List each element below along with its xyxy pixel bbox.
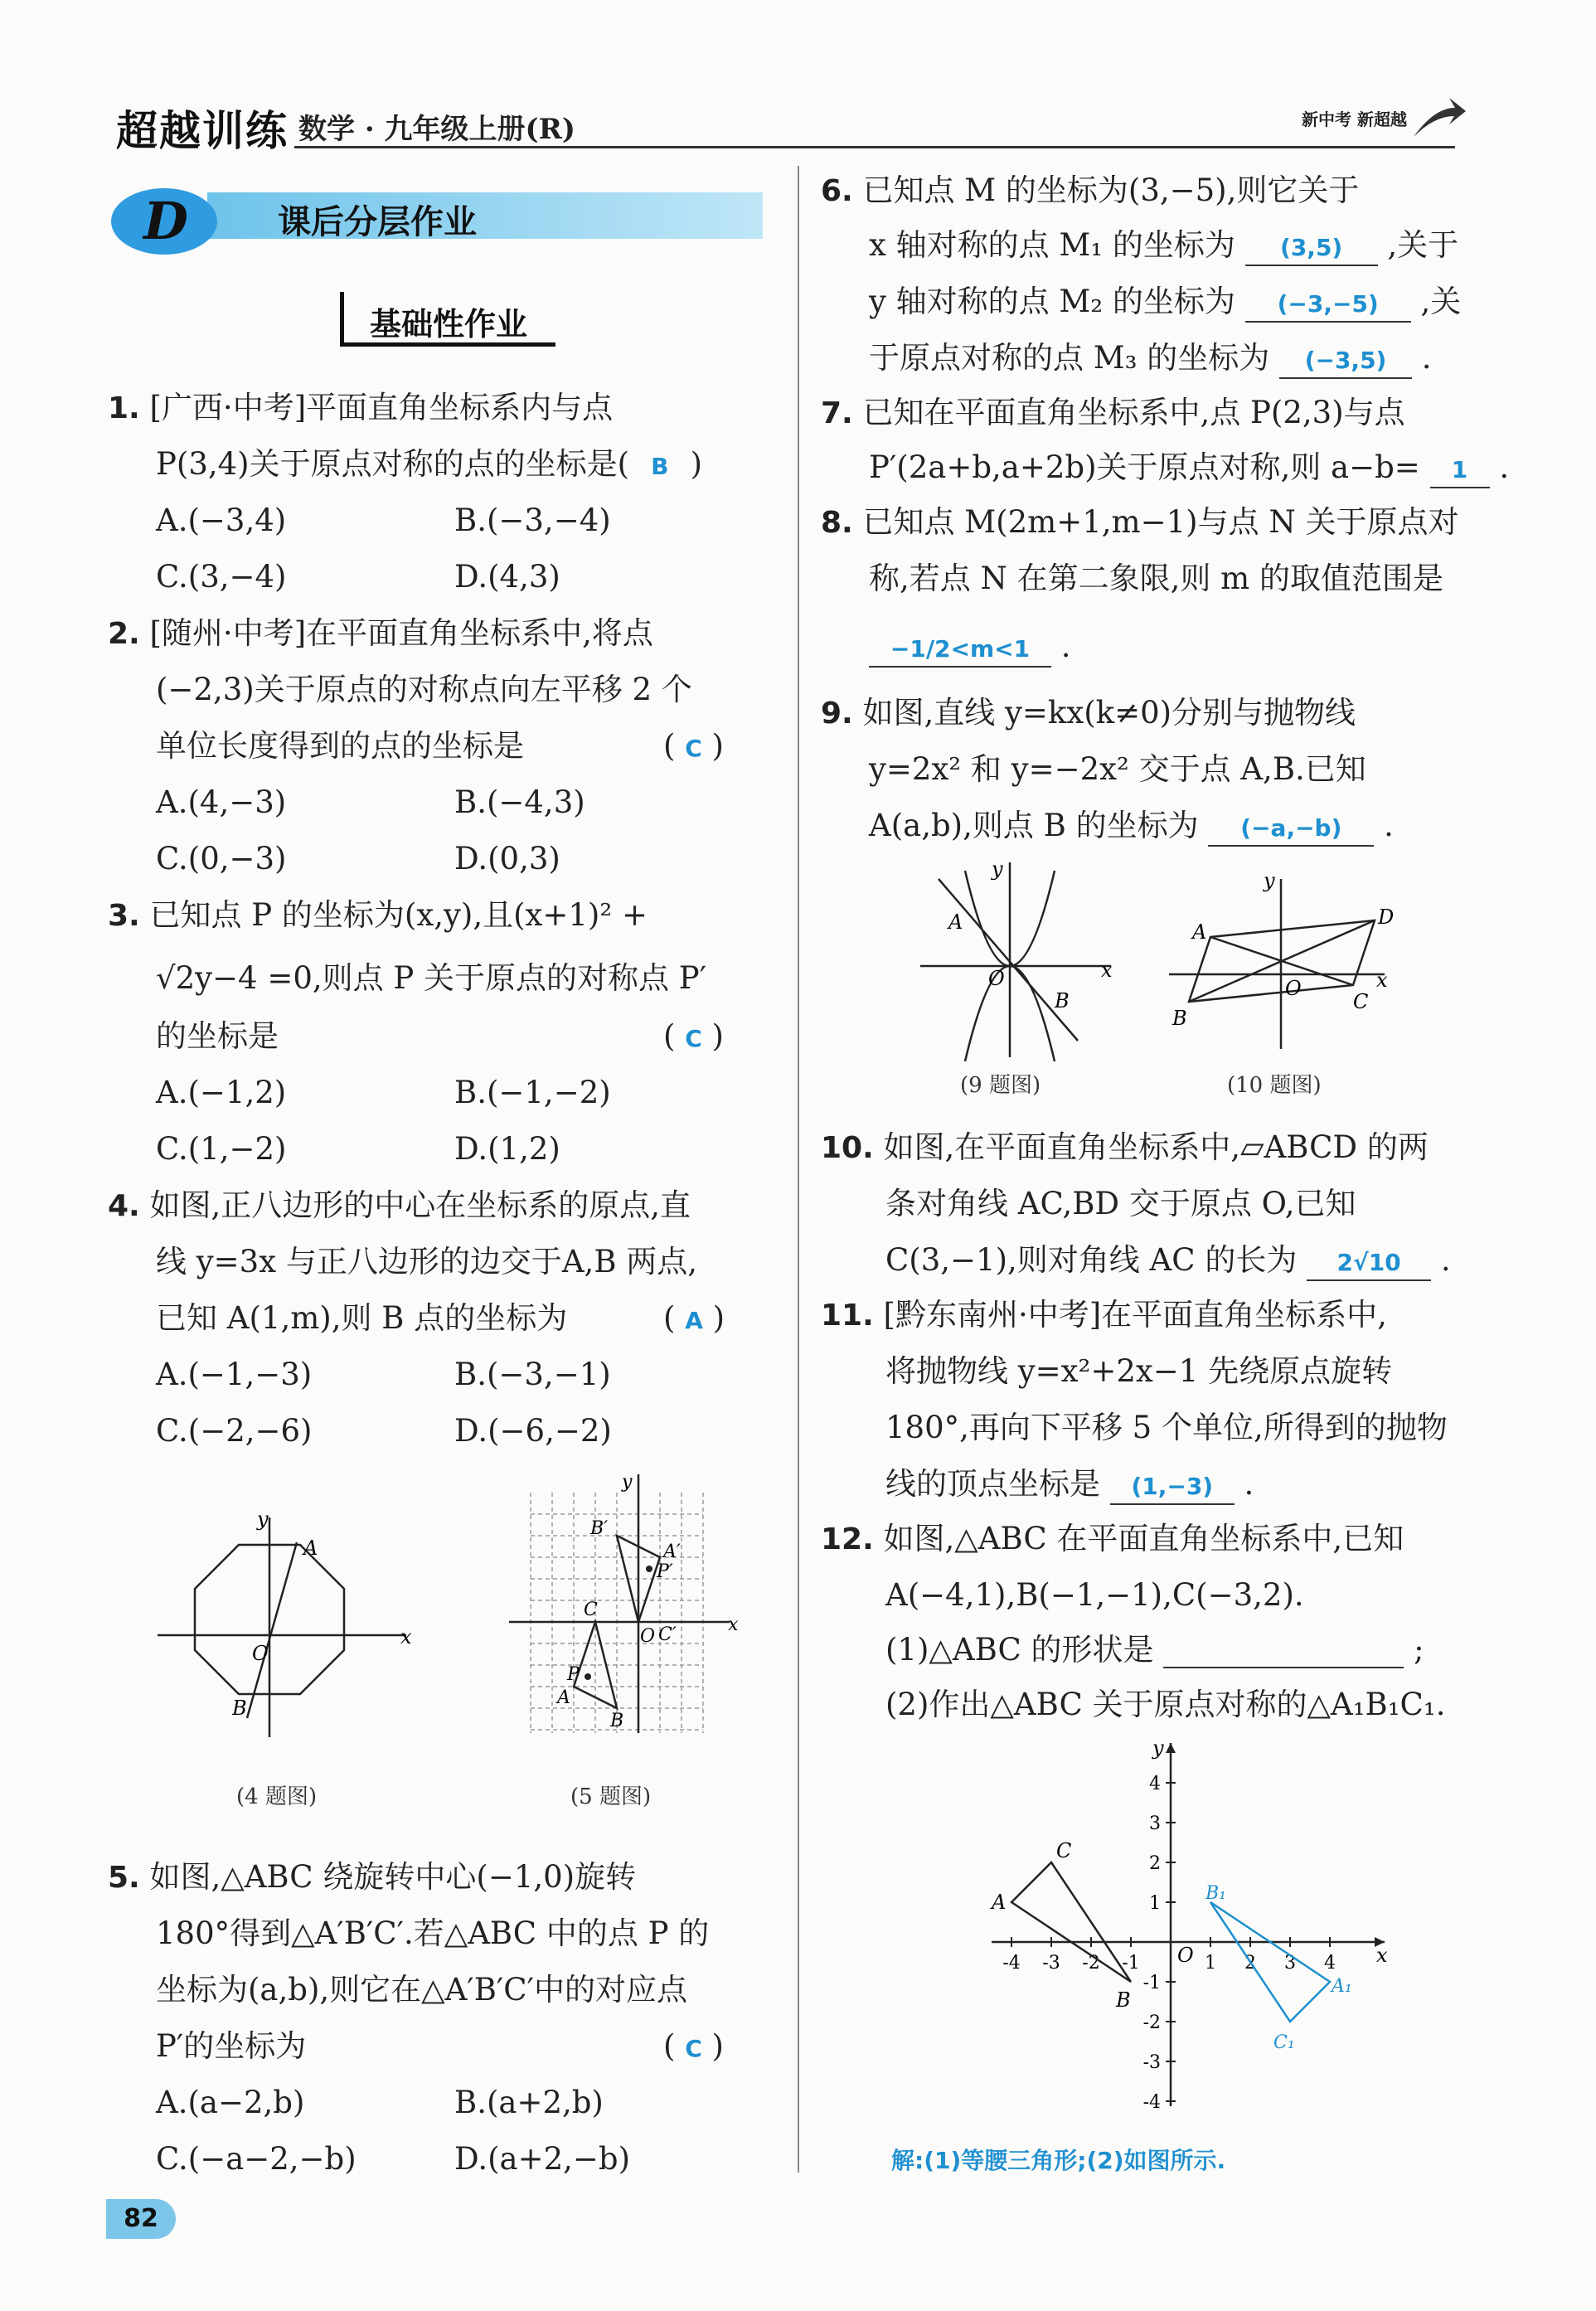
svg-text:A: A: [948, 910, 963, 934]
q3-answer: C: [685, 1025, 702, 1052]
q7-text2b: .: [1499, 449, 1510, 485]
q10-answer: 2√10: [1336, 1249, 1401, 1276]
q4-choice: ( A ): [663, 1300, 725, 1336]
svg-text:B: B: [1172, 1007, 1187, 1030]
q12-text3b: ;: [1414, 1632, 1424, 1668]
q11-text4: 线的顶点坐标是: [885, 1466, 1100, 1502]
q4-option-b: B.(−3,−1): [454, 1357, 611, 1392]
q2-text3: 单位长度得到的点的坐标是: [156, 728, 524, 764]
svg-text:3: 3: [1149, 1813, 1161, 1834]
header-brand: 超越训练: [116, 107, 289, 155]
q12-number: 12.: [821, 1522, 874, 1556]
svg-text:A: A: [1192, 920, 1207, 944]
q10-text3: C(3,−1),则对角线 AC 的长为: [885, 1242, 1298, 1278]
q4-option-c: C.(−2,−6): [156, 1413, 313, 1449]
q6-line3: [869, 274, 1461, 330]
svg-text:1: 1: [1149, 1893, 1161, 1914]
q1-answer: B: [651, 453, 669, 480]
svg-text:A: A: [303, 1537, 318, 1560]
q2-option-a: A.(4,−3): [156, 784, 287, 820]
svg-text:-3: -3: [1142, 2052, 1161, 2073]
q4-line1: [108, 1177, 691, 1235]
q1-text1: [广西·中考]平面直角坐标系内与点: [149, 390, 614, 425]
q11-text3: 180°,再向下平移 5 个单位,所得到的抛物: [885, 1410, 1448, 1445]
q1-line1: [108, 380, 613, 437]
section-title: 课后分层作业: [278, 203, 477, 241]
q11-line4: [885, 1456, 1254, 1512]
q5-text1: 如图,△ABC 绕旋转中心(−1,0)旋转: [149, 1859, 637, 1895]
q10-line1: [821, 1119, 1429, 1177]
q8-text3b: .: [1060, 629, 1071, 664]
svg-text:O: O: [640, 1626, 656, 1647]
svg-text:4: 4: [1324, 1953, 1336, 1974]
q2-text1: [随州·中考]在平面直角坐标系中,将点: [149, 615, 653, 651]
q9-line3: [869, 798, 1394, 854]
q11-line1: [821, 1287, 1387, 1344]
q12-text3: (1)△ABC 的形状是: [885, 1632, 1154, 1668]
q1-option-a: A.(−3,4): [156, 502, 287, 538]
svg-text:C: C: [1056, 1839, 1072, 1862]
svg-text:x: x: [1101, 959, 1113, 982]
q2-choice: ( C ): [663, 728, 724, 764]
q6-line1: [821, 163, 1359, 220]
q6-answer3: (−3,5): [1304, 347, 1387, 374]
q6-text4b: .: [1421, 340, 1432, 376]
q12-text2: A(−4,1),B(−1,−1),C(−3,2).: [885, 1577, 1304, 1613]
q5-text4: P′的坐标为: [156, 2028, 307, 2064]
q1-line2: [156, 436, 702, 495]
q3-option-c: C.(1,−2): [156, 1131, 287, 1167]
subsection-title: 基础性作业: [370, 306, 528, 342]
q8-line1: [821, 494, 1458, 551]
svg-text:A′: A′: [663, 1541, 681, 1562]
q9-text1: 如图,直线 y=kx(k≠0)分别与抛物线: [862, 695, 1356, 731]
q3-option-b: B.(−1,−2): [454, 1075, 611, 1110]
q6-text1: 已知点 M 的坐标为(3,−5),则它关于: [862, 172, 1360, 208]
svg-text:C₁: C₁: [1273, 2032, 1295, 2053]
svg-text:A₁: A₁: [1332, 1976, 1352, 1997]
q4-text3: 已知 A(1,m),则 B 点的坐标为: [156, 1300, 568, 1336]
q5-option-b: B.(a+2,b): [454, 2085, 604, 2120]
svg-text:x: x: [728, 1614, 739, 1635]
header-rule: [294, 146, 1455, 148]
svg-text:3: 3: [1284, 1953, 1296, 1974]
q6-answer1: (3,5): [1280, 234, 1343, 261]
svg-text:4: 4: [1149, 1774, 1161, 1794]
q7-text1: 已知在平面直角坐标系中,点 P(2,3)与点: [862, 395, 1405, 430]
q4-option-d: D.(−6,−2): [454, 1413, 612, 1449]
q3-text3: 的坐标是: [156, 1018, 279, 1054]
caption-figure-4: (4 题图): [236, 1784, 318, 1809]
svg-text:C: C: [1353, 990, 1369, 1013]
svg-text:O: O: [1177, 1944, 1194, 1967]
svg-text:B₁: B₁: [1205, 1883, 1226, 1904]
q12-text1: 如图,△ABC 在平面直角坐标系中,已知: [883, 1521, 1404, 1556]
q12-text4: (2)作出△ABC 关于原点对称的△A₁B₁C₁.: [885, 1687, 1446, 1722]
q6-text2: x 轴对称的点 M₁ 的坐标为: [869, 227, 1235, 263]
q12-line1: [821, 1511, 1404, 1568]
q3-text1: 已知点 P 的坐标为(x,y),且(x+1)² +: [149, 897, 648, 933]
q5-option-a: A.(a−2,b): [156, 2085, 305, 2120]
svg-text:y: y: [257, 1507, 269, 1531]
q5-text2: 180°得到△A′B′C′.若△ABC 中的点 P 的: [156, 1915, 710, 1951]
q5-text3: 坐标为(a,b),则它在△A′B′C′中的对应点: [156, 1972, 688, 2008]
svg-text:B: B: [232, 1697, 247, 1720]
q6-text2b: ,关于: [1387, 227, 1459, 263]
svg-text:O: O: [988, 967, 1005, 990]
q8-text1: 已知点 M(2m+1,m−1)与点 N 关于原点对: [862, 504, 1459, 540]
q4-answer: A: [685, 1307, 703, 1334]
q9-text2: y=2x² 和 y=−2x² 交于点 A,B.已知: [869, 751, 1366, 787]
q2-line1: [108, 605, 653, 663]
svg-text:-1: -1: [1142, 1973, 1161, 1993]
q3-option-a: A.(−1,2): [156, 1075, 287, 1110]
q6-text3: y 轴对称的点 M₂ 的坐标为: [869, 284, 1235, 319]
solution-text: 解:(1)等腰三角形;(2)如图所示.: [891, 2147, 1226, 2174]
q5-option-d: D.(a+2,−b): [454, 2141, 631, 2177]
q10-text1: 如图,在平面直角坐标系中,▱ABCD 的两: [883, 1129, 1429, 1165]
svg-text:C′: C′: [658, 1624, 677, 1645]
figure-12: [978, 1733, 1393, 2114]
q8-number: 8.: [821, 506, 853, 540]
svg-text:-1: -1: [1122, 1953, 1140, 1974]
svg-text:A: A: [992, 1891, 1007, 1914]
q5-answer: C: [685, 2035, 702, 2062]
svg-text:-4: -4: [1142, 2092, 1161, 2113]
q8-line3: [869, 619, 1071, 675]
q5-line1: [108, 1849, 636, 1906]
q9-line1: [821, 685, 1356, 742]
svg-text:y: y: [992, 857, 1003, 881]
header-subtitle: 数学 · 九年级上册(R): [298, 113, 575, 146]
svg-text:A: A: [557, 1687, 570, 1708]
q7-line1: [821, 385, 1405, 442]
q2-number: 2.: [108, 617, 140, 651]
q1-text2: P(3,4)关于原点对称的点的坐标是(: [156, 446, 630, 482]
svg-text:y: y: [1152, 1736, 1164, 1760]
svg-text:P: P: [567, 1664, 580, 1685]
figure-10: [1161, 862, 1401, 1053]
q11-answer: (1,−3): [1131, 1473, 1214, 1500]
caption-figure-5: (5 题图): [570, 1784, 652, 1809]
q4-number: 4.: [108, 1189, 140, 1223]
q9-answer: (−a,−b): [1240, 814, 1342, 842]
q2-option-b: B.(−4,3): [454, 784, 585, 820]
q3-line1: [108, 887, 648, 944]
svg-text:D: D: [1378, 905, 1395, 929]
q6-line2: [869, 217, 1458, 274]
svg-text:2: 2: [1244, 1953, 1256, 1974]
q6-answer2: (−3,−5): [1277, 290, 1379, 318]
q11-text4b: .: [1244, 1466, 1254, 1502]
q4-option-a: A.(−1,−3): [156, 1357, 313, 1392]
caption-figure-9: (9 题图): [960, 1073, 1041, 1098]
q1-paren: ): [690, 446, 703, 482]
q8-text2: 称,若点 N 在第二象限,则 m 的取值范围是: [869, 561, 1444, 596]
svg-text:P′: P′: [657, 1561, 673, 1582]
svg-text:-2: -2: [1082, 1953, 1100, 1974]
q6-line4: [869, 330, 1432, 386]
q9-text3b: .: [1384, 808, 1394, 843]
svg-text:x: x: [400, 1625, 412, 1648]
svg-text:y: y: [622, 1472, 633, 1493]
q6-number: 6.: [821, 174, 853, 208]
svg-text:2: 2: [1149, 1853, 1161, 1874]
q4-text2: 线 y=3x 与正八边形的边交于A,B 两点,: [156, 1244, 698, 1279]
q1-option-c: C.(3,−4): [156, 559, 287, 595]
q5-number: 5.: [108, 1861, 140, 1895]
q2-answer: C: [685, 735, 702, 762]
svg-text:C: C: [584, 1600, 598, 1620]
q5-choice: ( C ): [663, 2028, 724, 2064]
column-divider: [798, 166, 799, 2173]
q7-text2: P′(2a+b,a+2b)关于原点对称,则 a−b=: [869, 449, 1420, 485]
svg-text:y: y: [1264, 869, 1275, 892]
q3-number: 3.: [108, 899, 140, 933]
section-badge: [108, 184, 224, 259]
q7-answer: 1: [1451, 456, 1468, 483]
q7-number: 7.: [821, 396, 853, 430]
q2-option-d: D.(0,3): [454, 841, 560, 876]
q10-line3: [885, 1232, 1451, 1289]
q8-answer: −1/2<m<1: [890, 635, 1031, 663]
header-slogan: 新中考 新超越: [1302, 109, 1407, 129]
q5-option-c: C.(−a−2,−b): [156, 2141, 357, 2177]
q10-text3b: .: [1440, 1242, 1451, 1278]
figure-5: [497, 1468, 746, 1741]
q4-text1: 如图,正八边形的中心在坐标系的原点,直: [149, 1187, 691, 1223]
q3-choice: ( C ): [663, 1018, 724, 1054]
q11-text1: [黔东南州·中考]在平面直角坐标系中,: [883, 1297, 1387, 1333]
q1-option-b: B.(−3,−4): [454, 502, 611, 538]
q12-line3: [885, 1622, 1424, 1678]
q11-text2: 将抛物线 y=x²+2x−1 先绕原点旋转: [885, 1353, 1393, 1389]
q11-number: 11.: [821, 1299, 874, 1333]
q10-number: 10.: [821, 1131, 874, 1165]
svg-text:B: B: [1055, 989, 1070, 1012]
q1-number: 1.: [108, 391, 140, 425]
svg-text:-3: -3: [1042, 1953, 1060, 1974]
svg-text:x: x: [1376, 1944, 1388, 1967]
svg-text:1: 1: [1205, 1953, 1216, 1974]
svg-text:B: B: [1116, 1988, 1131, 2012]
figure-4: [149, 1501, 415, 1741]
arrow-icon: [1409, 91, 1467, 149]
q6-text3b: ,关: [1420, 284, 1462, 319]
q1-option-d: D.(4,3): [454, 559, 560, 595]
q3-text2: √2y−4 =0,则点 P 关于原点的对称点 P′: [156, 960, 707, 996]
figure-9: [912, 854, 1119, 1061]
page-number: 82: [124, 2204, 158, 2233]
caption-figure-10: (10 题图): [1227, 1073, 1322, 1098]
q3-option-d: D.(1,2): [454, 1131, 560, 1167]
q7-line2: [869, 439, 1509, 496]
svg-text:x: x: [1376, 969, 1388, 992]
svg-text:-4: -4: [1002, 1953, 1021, 1974]
section-badge-letter: D: [143, 191, 188, 251]
page-number-badge: [106, 2199, 176, 2239]
svg-text:O: O: [252, 1642, 269, 1665]
svg-text:-2: -2: [1142, 2012, 1161, 2033]
q2-option-c: C.(0,−3): [156, 841, 287, 876]
q9-number: 9.: [821, 697, 853, 731]
q6-text4: 于原点对称的点 M₃ 的坐标为: [869, 340, 1270, 376]
q2-text2: (−2,3)关于原点的对称点向左平移 2 个: [156, 672, 692, 707]
q9-text3: A(a,b),则点 B 的坐标为: [869, 808, 1199, 843]
svg-text:B′: B′: [590, 1518, 609, 1539]
svg-text:B: B: [610, 1711, 624, 1731]
q10-text2: 条对角线 AC,BD 交于原点 O,已知: [885, 1186, 1356, 1221]
svg-text:O: O: [1285, 977, 1302, 1000]
